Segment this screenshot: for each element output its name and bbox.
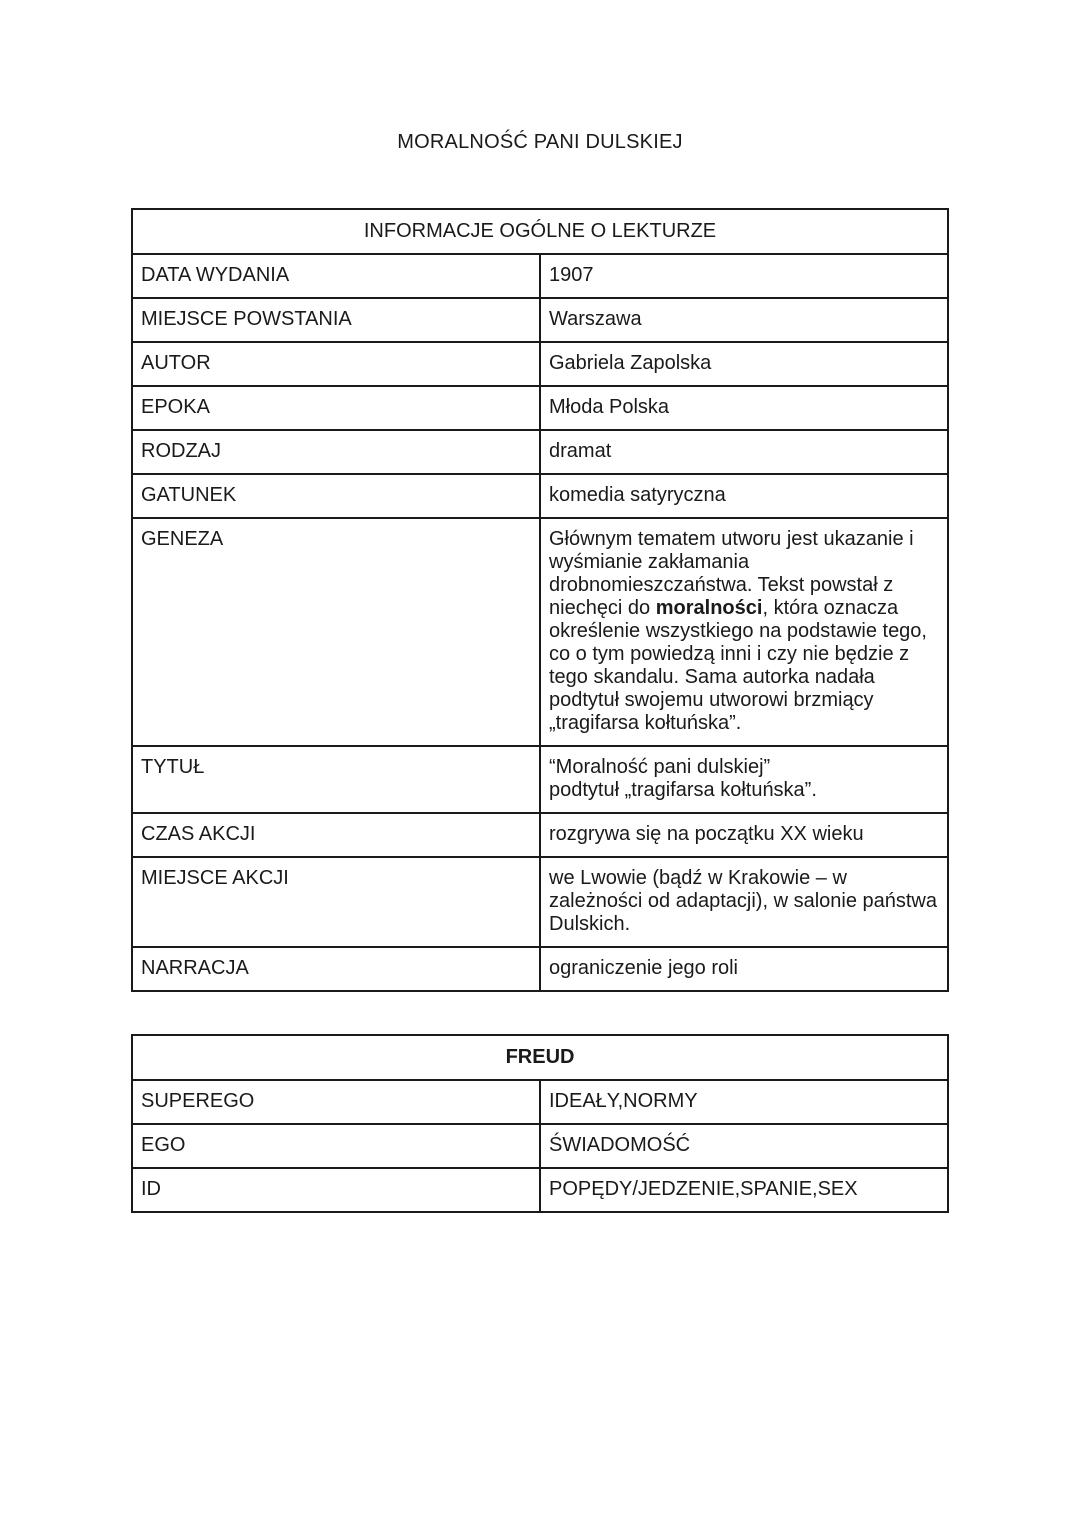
geneza-text-after: , która oznacza określenie wszystkiego na podstawie tego, co o tym powiedzą inni i czy nie będzie z tego skandalu. Sama autorka nadała podtytuł swojemu utworowi brzmiący „tragifarsa kołtuńska”. xyxy=(549,597,927,734)
row-label: EGO xyxy=(132,1124,540,1168)
row-value: rozgrywa się na początku XX wieku xyxy=(540,813,948,857)
table-row xyxy=(132,813,948,857)
table-row xyxy=(132,342,948,386)
table-row xyxy=(132,298,948,342)
geneza-text-bold: moralności xyxy=(655,597,763,619)
row-label: SUPEREGO xyxy=(132,1080,540,1124)
row-label: GENEZA xyxy=(132,518,540,746)
row-value: IDEAŁY,NORMY xyxy=(540,1080,948,1124)
freud-table xyxy=(131,1034,949,1213)
row-value: Warszawa xyxy=(540,298,948,342)
page-title: MORALNOŚĆ PANI DULSKIEJ xyxy=(397,131,683,153)
row-label: MIEJSCE AKCJI xyxy=(132,857,540,947)
info-table-header-row xyxy=(132,209,948,254)
row-label: EPOKA xyxy=(132,386,540,430)
table-row xyxy=(132,254,948,298)
row-label: GATUNEK xyxy=(132,474,540,518)
geneza-text-before: Głównym tematem utworu jest ukazanie i wyśmianie zakłamania drobnomieszczaństwa. Tekst powstał z niechęci do xyxy=(549,528,914,619)
table-row xyxy=(132,746,948,813)
row-value: ograniczenie jego roli xyxy=(540,947,948,991)
row-label: TYTUŁ xyxy=(132,746,540,813)
row-label: AUTOR xyxy=(132,342,540,386)
title-value-line2: podtytuł „tragifarsa kołtuńska”. xyxy=(549,779,817,801)
row-value: Młoda Polska xyxy=(540,386,948,430)
table-row xyxy=(132,1124,948,1168)
row-value: POPĘDY/JEDZENIE,SPANIE,SEX xyxy=(540,1168,948,1212)
row-value: we Lwowie (bądź w Krakowie – w zależności od adaptacji), w salonie państwa Dulskich. xyxy=(540,857,948,947)
row-value: Gabriela Zapolska xyxy=(540,342,948,386)
freud-table-header: FREUD xyxy=(132,1035,948,1080)
table-row xyxy=(132,430,948,474)
freud-table-header-row xyxy=(132,1035,948,1080)
row-label: NARRACJA xyxy=(132,947,540,991)
table-row xyxy=(132,386,948,430)
row-label: CZAS AKCJI xyxy=(132,813,540,857)
row-value: 1907 xyxy=(540,254,948,298)
table-row xyxy=(132,1080,948,1124)
row-label: MIEJSCE POWSTANIA xyxy=(132,298,540,342)
table-row xyxy=(132,947,948,991)
row-value xyxy=(540,746,948,813)
info-table xyxy=(131,208,949,992)
table-row xyxy=(132,474,948,518)
row-label: DATA WYDANIA xyxy=(132,254,540,298)
table-row xyxy=(132,857,948,947)
row-value: dramat xyxy=(540,430,948,474)
row-label: RODZAJ xyxy=(132,430,540,474)
row-value xyxy=(540,518,948,746)
row-value: komedia satyryczna xyxy=(540,474,948,518)
table-row xyxy=(132,1168,948,1212)
row-label: ID xyxy=(132,1168,540,1212)
row-value: ŚWIADOMOŚĆ xyxy=(540,1124,948,1168)
info-table-header: INFORMACJE OGÓLNE O LEKTURZE xyxy=(132,209,948,254)
table-row xyxy=(132,518,948,746)
title-value-line1: “Moralność pani dulskiej” xyxy=(549,756,771,778)
